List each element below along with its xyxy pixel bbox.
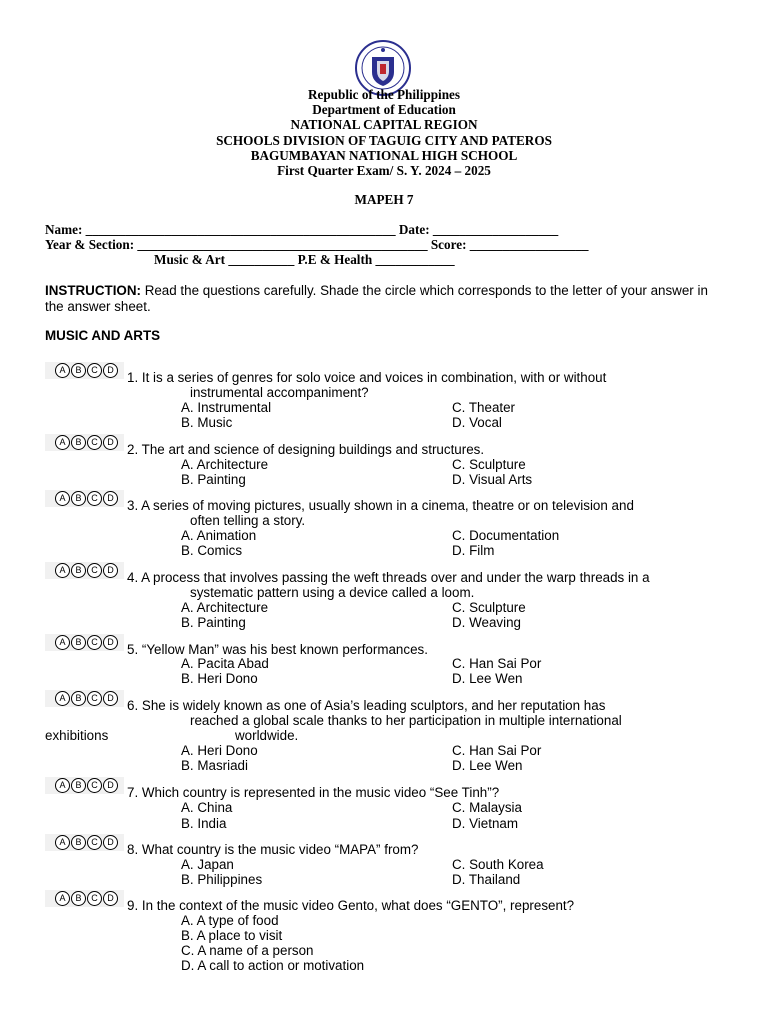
bubble-b[interactable]: B — [71, 835, 86, 850]
bubble-c[interactable]: C — [87, 778, 102, 793]
header-republic: Republic of the Philippines — [307, 87, 461, 102]
question-text-cont: systematic pattern using a device called a loom. — [190, 585, 475, 600]
header-school: BAGUMBAYAN NATIONAL HIGH SCHOOL — [250, 147, 518, 163]
choice-b: B. Comics — [181, 543, 243, 558]
choice-d: D. Vocal — [452, 415, 502, 430]
answer-bubbles[interactable] — [45, 890, 124, 907]
choice-b: B. Painting — [181, 472, 246, 487]
bubble-b[interactable]: B — [71, 491, 86, 506]
question-text: 3. A series of moving pictures, usually shown in a cinema, theatre or on television and — [127, 498, 634, 513]
choice-c: C. Malaysia — [452, 800, 522, 815]
choice-b: B. Philippines — [181, 872, 263, 887]
bubble-c[interactable]: C — [87, 835, 102, 850]
bubble-a[interactable]: A — [55, 635, 70, 650]
choice-c: C. A name of a person — [181, 943, 314, 958]
choice-a: A. Heri Dono — [181, 743, 258, 758]
choice-b: B. Heri Dono — [181, 671, 258, 686]
choice-a: A. China — [181, 800, 233, 815]
question-text-cont: worldwide. — [235, 728, 299, 743]
bubble-a[interactable]: A — [55, 363, 70, 378]
question-text: 1. It is a series of genres for solo voice and voices in combination, with or without — [127, 370, 607, 385]
choice-d: D. Lee Wen — [452, 671, 523, 686]
choice-d: D. Film — [452, 543, 495, 558]
question-text-cont: exhibitions — [45, 728, 109, 743]
choice-d: D. Weaving — [452, 615, 521, 630]
question-text: 9. In the context of the music video Gento, what does “GENTO”, represent? — [127, 898, 575, 913]
choice-a: A. Architecture — [181, 457, 269, 472]
answer-bubbles[interactable] — [45, 362, 124, 379]
subject-title: MAPEH 7 — [354, 192, 414, 207]
answer-bubbles[interactable] — [45, 634, 124, 651]
bubble-c[interactable]: C — [87, 563, 102, 578]
choice-d: D. A call to action or motivation — [181, 958, 365, 973]
instruction — [45, 283, 725, 314]
choice-c: C. Sculpture — [452, 457, 526, 472]
year-score-field: Year & Section: ____________________________________________ Score: __________________ — [45, 237, 589, 252]
bubble-b[interactable]: B — [71, 563, 86, 578]
bubble-d[interactable]: D — [103, 778, 118, 793]
bubble-b[interactable]: B — [71, 891, 86, 906]
choice-b: B. India — [181, 816, 227, 831]
header-department: Department of Education — [312, 102, 456, 118]
bubble-b[interactable]: B — [71, 363, 86, 378]
answer-bubbles[interactable] — [45, 434, 124, 451]
choice-a: A. A type of food — [181, 913, 279, 928]
answer-bubbles[interactable] — [45, 690, 124, 707]
choice-b: B. Masriadi — [181, 758, 248, 773]
choice-d: D. Thailand — [452, 872, 521, 887]
choice-a: A. Instrumental — [181, 400, 272, 415]
section-title: MUSIC AND ARTS — [45, 328, 161, 343]
question-text: 8. What country is the music video “MAPA” from? — [127, 842, 419, 857]
bubble-d[interactable]: D — [103, 691, 118, 706]
bubble-c[interactable]: C — [87, 363, 102, 378]
school-header — [0, 87, 768, 178]
bubble-c[interactable]: C — [87, 691, 102, 706]
choice-c: C. Sculpture — [452, 600, 526, 615]
choice-d: D. Visual Arts — [452, 472, 533, 487]
bubble-d[interactable]: D — [103, 363, 118, 378]
question-text: 2. The art and science of designing buildings and structures. — [127, 442, 485, 457]
answer-bubbles[interactable] — [45, 777, 124, 794]
choice-a: A. Architecture — [181, 600, 269, 615]
bubble-b[interactable]: B — [71, 691, 86, 706]
bubble-c[interactable]: C — [87, 891, 102, 906]
bubble-b[interactable]: B — [71, 778, 86, 793]
bubble-d[interactable]: D — [103, 491, 118, 506]
subscore-field: Music & Art __________ P.E & Health ____________ — [154, 252, 455, 267]
choice-b: B. Painting — [181, 615, 246, 630]
bubble-c[interactable]: C — [87, 491, 102, 506]
bubble-d[interactable]: D — [103, 635, 118, 650]
choice-c: C. South Korea — [452, 857, 544, 872]
bubble-d[interactable]: D — [103, 563, 118, 578]
bubble-d[interactable]: D — [103, 891, 118, 906]
question-text-cont: reached a global scale thanks to her participation in multiple international — [190, 713, 622, 728]
bubble-d[interactable]: D — [103, 435, 118, 450]
question-text-cont: instrumental accompaniment? — [190, 385, 369, 400]
choice-b: B. A place to visit — [181, 928, 283, 943]
choice-d: D. Vietnam — [452, 816, 518, 831]
bubble-a[interactable]: A — [55, 778, 70, 793]
bubble-a[interactable]: A — [55, 891, 70, 906]
choice-a: A. Japan — [181, 857, 234, 872]
bubble-a[interactable]: A — [55, 835, 70, 850]
answer-bubbles[interactable] — [45, 490, 124, 507]
bubble-a[interactable]: A — [55, 563, 70, 578]
question-text-cont: often telling a story. — [190, 513, 306, 528]
header-division: SCHOOLS DIVISION OF TAGUIG CITY AND PATEROS — [216, 132, 552, 148]
header-exam: First Quarter Exam/ S. Y. 2024 – 2025 — [277, 163, 491, 179]
bubble-a[interactable]: A — [55, 491, 70, 506]
bubble-c[interactable]: C — [87, 635, 102, 650]
choice-d: D. Lee Wen — [452, 758, 523, 773]
answer-bubbles[interactable] — [45, 562, 124, 579]
instruction-text: Read the questions carefully. Shade the circle which corresponds to the letter of your answer in the answer sheet. — [45, 283, 708, 314]
bubble-c[interactable]: C — [87, 435, 102, 450]
bubble-a[interactable]: A — [55, 691, 70, 706]
bubble-b[interactable]: B — [71, 435, 86, 450]
choice-a: A. Animation — [181, 528, 257, 543]
bubble-d[interactable]: D — [103, 835, 118, 850]
header-region: NATIONAL CAPITAL REGION — [290, 117, 478, 133]
instruction-label: INSTRUCTION: — [45, 283, 141, 298]
choice-a: A. Pacita Abad — [181, 656, 269, 671]
bubble-a[interactable]: A — [55, 435, 70, 450]
choice-c: C. Han Sai Por — [452, 743, 542, 758]
question-text: 4. A process that involves passing the weft threads over and under the warp threads in a — [127, 570, 650, 585]
question-text: 6. She is widely known as one of Asia’s leading sculptors, and her reputation has — [127, 698, 606, 713]
choice-c: C. Han Sai Por — [452, 656, 542, 671]
bubble-b[interactable]: B — [71, 635, 86, 650]
answer-bubbles[interactable] — [45, 834, 124, 851]
name-date-field: Name: _______________________________________________ Date: ___________________ — [45, 222, 559, 237]
question-text: 7. Which country is represented in the music video “See Tinh”? — [127, 785, 500, 800]
question-text: 5. “Yellow Man” was his best known performances. — [127, 642, 428, 657]
choice-c: C. Theater — [452, 400, 516, 415]
choice-b: B. Music — [181, 415, 233, 430]
choice-c: C. Documentation — [452, 528, 560, 543]
